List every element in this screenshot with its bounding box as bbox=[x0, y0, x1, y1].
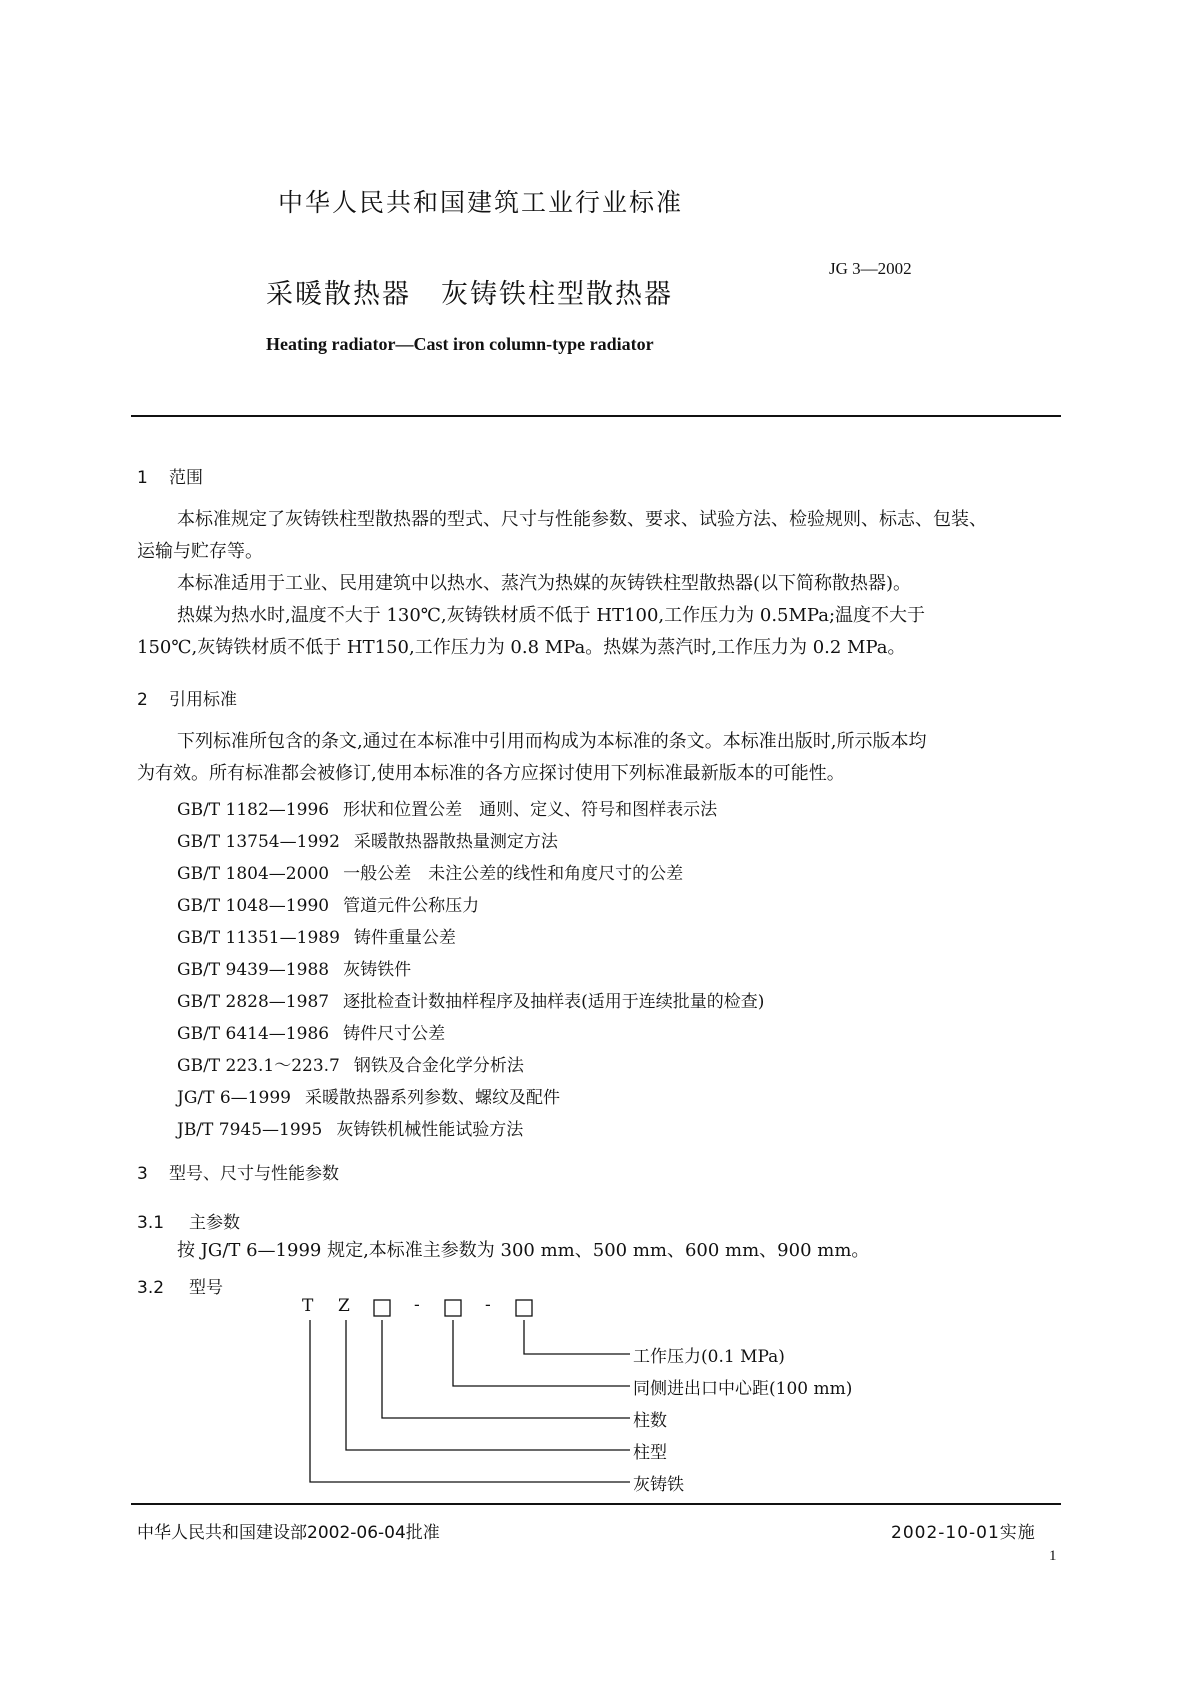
referenced-standard-item bbox=[177, 859, 683, 884]
label-column-type: 柱型 bbox=[633, 1443, 667, 1463]
section-1-heading bbox=[137, 463, 203, 488]
section-1-number: 1 bbox=[137, 468, 148, 488]
document-title-part2: 灰铸铁柱型散热器 bbox=[441, 279, 673, 310]
model-letter-z: Z bbox=[338, 1296, 350, 1316]
section-3-heading bbox=[137, 1159, 339, 1184]
placeholder-box-pressure bbox=[516, 1300, 532, 1316]
section-3-number: 3 bbox=[137, 1164, 148, 1184]
standard-code-text: JB/T 7945—1995 bbox=[177, 1120, 323, 1140]
section-1-paragraph-1-line-2: 运输与贮存等。 bbox=[137, 541, 263, 562]
leader-line-column-type bbox=[346, 1320, 630, 1450]
subsection-3-1-title: 主参数 bbox=[189, 1213, 240, 1233]
standard-code-text: GB/T 13754—1992 bbox=[177, 832, 340, 852]
referenced-standard-item bbox=[177, 1019, 445, 1044]
standard-code-text: GB/T 2828—1987 bbox=[177, 992, 330, 1012]
placeholder-box-center-distance bbox=[445, 1300, 461, 1316]
standard-name-text: 铸件尺寸公差 bbox=[343, 1024, 446, 1044]
standard-name-text: 形状和位置公差 通则、定义、符号和图样表示法 bbox=[343, 800, 718, 820]
english-title: Heating radiator—Cast iron column-type radiator bbox=[266, 334, 654, 354]
model-dash-1: - bbox=[414, 1295, 420, 1315]
standard-code-text: JG/T 6—1999 bbox=[177, 1088, 291, 1108]
effective-date: 2002-10-01实施 bbox=[891, 1523, 1036, 1543]
standard-code-text: GB/T 6414—1986 bbox=[177, 1024, 330, 1044]
footer-divider bbox=[131, 1503, 1061, 1505]
referenced-standard-item bbox=[177, 827, 558, 852]
standard-code-text: GB/T 9439—1988 bbox=[177, 960, 330, 980]
referenced-standard-item bbox=[177, 795, 717, 820]
model-letter-t: T bbox=[302, 1296, 314, 1316]
referenced-standard-item bbox=[177, 891, 479, 916]
label-working-pressure: 工作压力(0.1 MPa) bbox=[633, 1347, 785, 1367]
model-designation-diagram bbox=[290, 1295, 930, 1495]
referenced-standard-item bbox=[177, 1083, 560, 1108]
placeholder-box-columns bbox=[374, 1300, 390, 1316]
standard-name-text: 灰铸铁机械性能试验方法 bbox=[336, 1120, 524, 1140]
approval-line: 中华人民共和国建设部2002-06-04批准 bbox=[137, 1523, 440, 1543]
referenced-standard-item bbox=[177, 987, 764, 1012]
standard-code-text: GB/T 11351—1989 bbox=[177, 928, 340, 948]
leader-line-columns bbox=[382, 1320, 630, 1418]
subsection-3-1-heading bbox=[137, 1208, 240, 1233]
label-column-count: 柱数 bbox=[633, 1411, 667, 1431]
section-2-paragraph-line-2: 为有效。所有标准都会被修订,使用本标准的各方应探讨使用下列标准最新版本的可能性。 bbox=[137, 763, 845, 784]
referenced-standard-item bbox=[177, 923, 456, 948]
label-gray-cast-iron: 灰铸铁 bbox=[633, 1475, 684, 1495]
section-1-paragraph-2: 本标准适用于工业、民用建筑中以热水、蒸汽为热媒的灰铸铁柱型散热器(以下简称散热器)。 bbox=[177, 573, 912, 594]
referenced-standard-item bbox=[177, 1051, 524, 1076]
standard-code-text: GB/T 223.1～223.7 bbox=[177, 1056, 340, 1076]
document-title-part1: 采暖散热器 bbox=[266, 279, 411, 310]
standard-name-text: 采暖散热器系列参数、螺纹及配件 bbox=[304, 1088, 560, 1108]
standard-name-text: 灰铸铁件 bbox=[343, 960, 412, 980]
standard-name-text: 铸件重量公差 bbox=[353, 928, 456, 948]
leader-line-gray-cast-iron bbox=[310, 1320, 630, 1482]
subsection-3-1-text: 按 JG/T 6—1999 规定,本标准主参数为 300 mm、500 mm、600 mm、900 mm。 bbox=[177, 1240, 870, 1261]
standard-code-text: GB/T 1804—2000 bbox=[177, 864, 330, 884]
label-center-distance: 同侧进出口中心距(100 mm) bbox=[633, 1379, 853, 1399]
issuing-organization-title: 中华人民共和国建筑工业行业标准 bbox=[278, 188, 684, 217]
standard-code-text: GB/T 1048—1990 bbox=[177, 896, 330, 916]
section-1-paragraph-1-line-1: 本标准规定了灰铸铁柱型散热器的型式、尺寸与性能参数、要求、试验方法、检验规则、标志、包装、 bbox=[177, 509, 987, 530]
header-divider bbox=[131, 415, 1061, 417]
leader-line-pressure bbox=[524, 1320, 630, 1354]
standard-name-text: 管道元件公称压力 bbox=[343, 896, 480, 916]
section-1-paragraph-3-line-2: 150℃,灰铸铁材质不低于 HT150,工作压力为 0.8 MPa。热媒为蒸汽时,工作压力为 0.2 MPa。 bbox=[137, 637, 906, 658]
subsection-3-1-number: 3.1 bbox=[137, 1213, 165, 1233]
section-3-title: 型号、尺寸与性能参数 bbox=[169, 1164, 339, 1184]
page-number: 1 bbox=[1049, 1548, 1057, 1564]
subsection-3-2-number: 3.2 bbox=[137, 1278, 165, 1298]
section-1-paragraph-3-line-1: 热媒为热水时,温度不大于 130℃,灰铸铁材质不低于 HT100,工作压力为 0.5MPa;温度不大于 bbox=[177, 605, 926, 626]
standard-name-text: 采暖散热器散热量测定方法 bbox=[353, 832, 558, 852]
section-2-heading bbox=[137, 685, 237, 710]
referenced-standard-item bbox=[177, 1115, 523, 1140]
standard-name-text: 钢铁及合金化学分析法 bbox=[353, 1056, 524, 1076]
standard-code-text: GB/T 1182—1996 bbox=[177, 800, 330, 820]
subsection-3-2-title: 型号 bbox=[189, 1278, 223, 1298]
section-2-paragraph-line-1: 下列标准所包含的条文,通过在本标准中引用而构成为本标准的条文。本标准出版时,所示版本均 bbox=[177, 731, 927, 752]
section-2-title: 引用标准 bbox=[169, 690, 237, 710]
standard-name-text: 一般公差 未注公差的线性和角度尺寸的公差 bbox=[343, 864, 684, 884]
section-2-number: 2 bbox=[137, 690, 148, 710]
leader-line-center-distance bbox=[453, 1320, 630, 1386]
subsection-3-2-heading bbox=[137, 1273, 223, 1298]
standard-code: JG 3—2002 bbox=[829, 259, 912, 278]
model-dash-2: - bbox=[485, 1295, 491, 1315]
section-1-title: 范围 bbox=[169, 468, 203, 488]
document-title bbox=[266, 272, 673, 311]
standard-name-text: 逐批检查计数抽样程序及抽样表(适用于连续批量的检查) bbox=[343, 992, 765, 1012]
referenced-standard-item bbox=[177, 955, 411, 980]
